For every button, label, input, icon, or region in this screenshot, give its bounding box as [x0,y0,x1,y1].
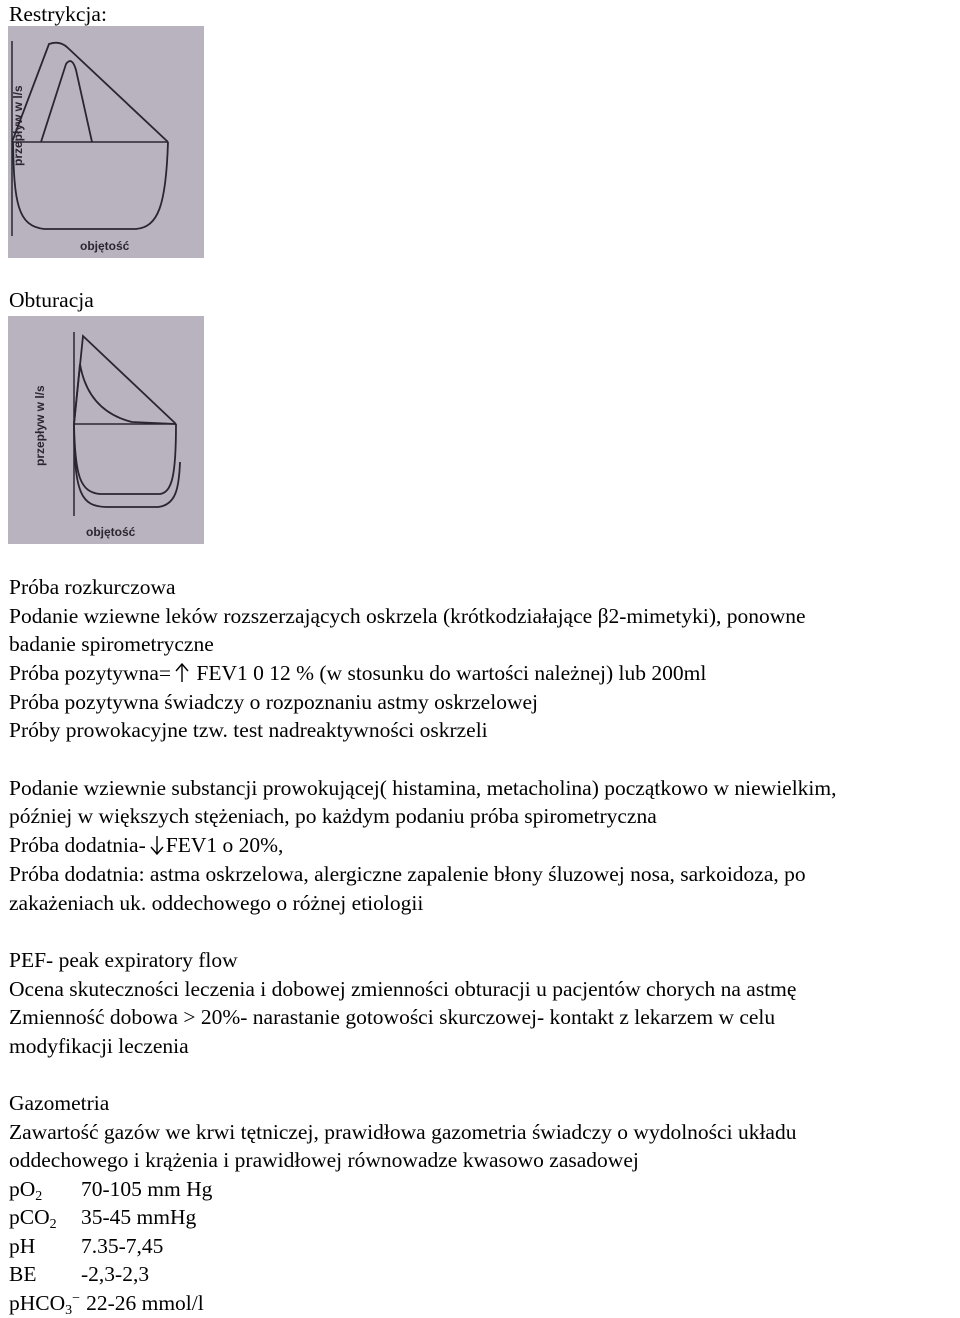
text-line: oddechowego i krążenia i prawidłowej równowadze kwasowo zasadowej [9,1148,639,1172]
text-line: Próba pozytywna świadczy o rozpoznaniu astmy oskrzelowej [9,690,538,714]
gas-label [9,1289,80,1318]
gas-value: 35-45 mmHg [81,1205,197,1229]
gas-label [9,1232,81,1261]
gas-label [9,1175,81,1204]
arrow-down-icon [150,835,164,855]
text-line: badanie spirometryczne [9,632,214,656]
text-line: później w większych stężeniach, po każdym podaniu próba spirometryczna [9,804,657,828]
figure-axis-x-label: objętość [86,525,136,539]
gas-label [9,1203,81,1232]
text-line: Ocena skuteczności leczenia i dobowej zmienności obturacji u pacjentów chorych na astmę [9,977,797,1001]
gas-value: 22-26 mmol/l [86,1291,204,1315]
positive-challenge-prefix: Próba dodatnia- [9,833,146,857]
gas-label-sub: 2 [35,1189,43,1204]
gas-label-text: pO [9,1177,36,1201]
positive-test-suffix: FEV1 0 12 % (w stosunku do wartości należnej) lub 200ml [196,661,707,685]
title-proba-rozkurczowa: Próba rozkurczowa [9,575,176,599]
gas-label-text: BE [9,1262,37,1286]
restriction-flow-volume-svg [8,26,204,258]
gas-value: 7.35-7,45 [81,1234,164,1258]
text-line-positive-challenge [9,831,283,860]
gas-label-sub: 2 [49,1217,57,1232]
text-line: Zawartość gazów we krwi tętniczej, prawidłowa gazometria świadczy o wydolności układu [9,1120,797,1144]
arrow-up-icon [175,663,189,683]
gas-row-ph [9,1232,163,1261]
gas-value: 70-105 mm Hg [81,1177,213,1201]
gas-label-sub: 3 [65,1303,73,1318]
text-line: Próba dodatnia: astma oskrzelowa, alergiczne zapalenie błony śluzowej nosa, sarkoidoza, po [9,862,806,886]
gas-row-po2 [9,1175,212,1204]
gas-label-sup: − [72,1290,81,1306]
text-line: Zmienność dobowa > 20%- narastanie gotowości skurczowej- kontakt z lekarzem w celu [9,1005,776,1029]
gas-row-pco2 [9,1203,196,1232]
text-line: zakażeniach uk. oddechowego o różnej etiologii [9,891,424,915]
heading-obturacja: Obturacja [9,288,94,312]
heading-restrykcja: Restrykcja: [9,2,107,26]
gas-label-text: pHCO [9,1291,66,1315]
gas-value: -2,3-2,3 [81,1262,150,1286]
text-line: modyfikacji leczenia [9,1034,189,1058]
title-gazometria: Gazometria [9,1091,110,1115]
gas-row-phco3 [9,1289,204,1318]
positive-test-prefix: Próba pozytywna= [9,661,171,685]
gas-label-text: pH [9,1234,36,1258]
gas-label-text: pCO [9,1205,50,1229]
figure-axis-y-label: przepływ w l/s [11,85,25,166]
obstruction-flow-volume-svg [8,316,204,544]
text-line: Podanie wziewne leków rozszerzających oskrzela (krótkodziałające β2-mimetyki), ponowne [9,604,806,628]
title-pef: PEF- peak expiratory flow [9,948,238,972]
figure-axis-y-label: przepływ w l/s [33,385,47,466]
figure-axis-x-label: objętość [80,239,130,253]
gas-row-be [9,1260,149,1289]
positive-challenge-suffix: FEV1 o 20%, [165,833,284,857]
text-line-positive-test [9,659,706,688]
restriction-flow-volume-figure [8,26,204,258]
text-line: Podanie wziewnie substancji prowokującej( histamina, metacholina) początkowo w niewielkim, [9,776,837,800]
text-line: Próby prowokacyjne tzw. test nadreaktywności oskrzeli [9,718,488,742]
obstruction-flow-volume-figure [8,316,204,544]
gas-label [9,1260,81,1289]
